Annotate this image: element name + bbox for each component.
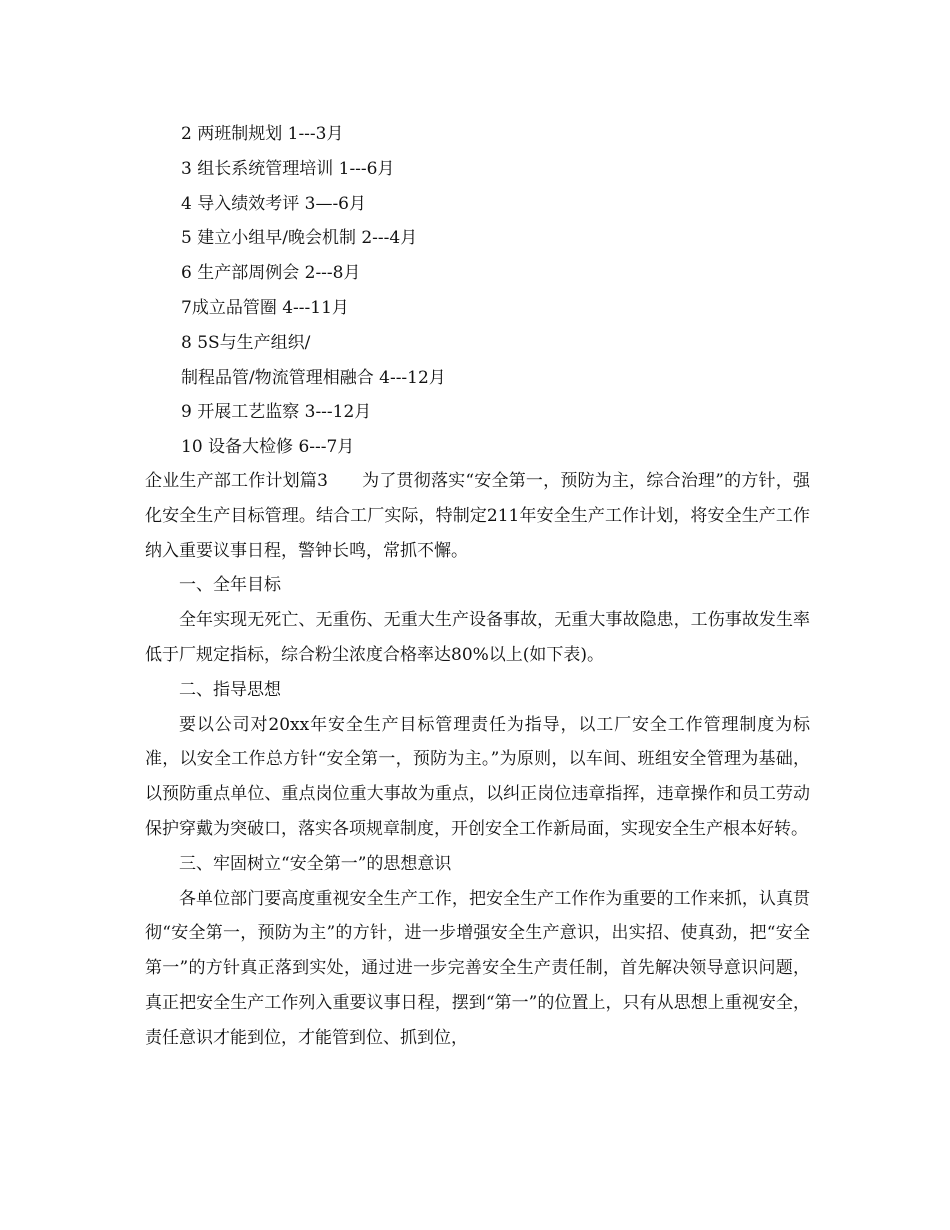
- section-intro: 为了贯彻落实“安全第一，预防为主，综合治理”的方针，强化安全生产目标管理。结合工厂实际，特制定211年安全生产工作计划，将安全生产工作纳入重要议事日程，警钟长鸣，常抓不懈。: [145, 471, 810, 561]
- plan-item: 6 生产部周例会 2---8月: [181, 263, 361, 284]
- heading-guiding-thought: 二、指导思想: [179, 679, 281, 700]
- plan-item: 10 设备大检修 6---7月: [181, 437, 355, 458]
- plan-item: 制程品管/物流管理相融合 4---12月: [181, 367, 446, 388]
- section-intro-paragraph: [145, 464, 810, 568]
- paragraph-safety-awareness: 各单位部门要高度重视安全生产工作，把安全生产工作作为重要的工作来抓，认真贯彻“安全第一，预防为主”的方针，进一步增强安全生产意识，出实招、使真劲，把“安全第一”的方针真正落到实处，通过进一步完善安全生产责任制，首先解决领导意识问题，真正把安全生产工作列入重要议事日程，摆到“第一”的位置上，只有从思想上重视安全，责任意识才能到位，才能管到位、抓到位，: [145, 888, 810, 1048]
- plan-item: 3 组长系统管理培训 1---6月: [181, 158, 395, 179]
- heading-annual-goal: 一、全年目标: [179, 575, 281, 596]
- plan-item: 5 建立小组早/晚会机制 2---4月: [181, 228, 418, 249]
- plan-item: 4 导入绩效考评 3—-6月: [181, 193, 366, 214]
- section-title: 企业生产部工作计划篇3: [145, 471, 328, 491]
- paragraph-annual-goal: 全年实现无死亡、无重伤、无重大生产设备事故，无重大事故隐患，工伤事故发生率低于厂规定指标，综合粉尘浓度合格率达80%以上(如下表)。: [145, 610, 810, 665]
- plan-item: 7成立品管圈 4---11月: [181, 297, 349, 318]
- plan-item-list: [181, 117, 821, 465]
- heading-safety-awareness: 三、牢固树立“安全第一”的思想意识: [179, 853, 452, 874]
- paragraph-guiding-thought: 要以公司对20xx年安全生产目标管理责任为指导，以工厂安全工作管理制度为标准，以安全工作总方针“安全第一，预防为主。”为原则，以车间、班组安全管理为基础，以预防重点单位、重点岗位重大事故为重点，以纠正岗位违章指挥，违章操作和员工劳动保护穿戴为突破口，落实各项规章制度，开创安全工作新局面，实现安全生产根本好转。: [145, 714, 810, 839]
- plan-item: 8 5S与生产组织/: [181, 332, 311, 353]
- plan-item: 9 开展工艺监察 3---12月: [181, 402, 372, 423]
- section-body: [145, 464, 810, 1056]
- plan-item: 2 两班制规划 1---3月: [181, 124, 344, 144]
